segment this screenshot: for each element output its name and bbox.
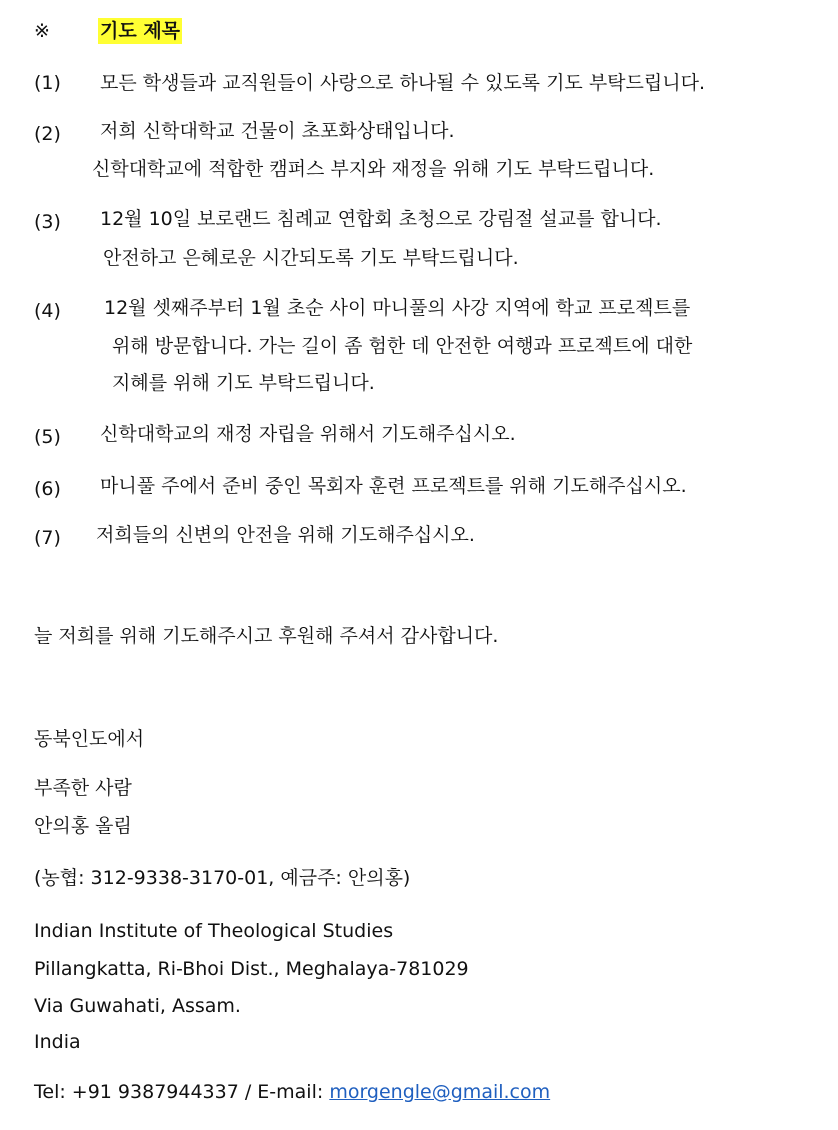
item-text: 지혜를 위해 기도 부탁드립니다. bbox=[112, 372, 375, 394]
address-line: Pillangkatta, Ri-Bhoi Dist., Meghalaya-781029 bbox=[34, 958, 469, 980]
item-number: (4) bbox=[34, 300, 61, 322]
item-text: 안전하고 은혜로운 시간되도록 기도 부탁드립니다. bbox=[103, 247, 519, 269]
item-number: (6) bbox=[34, 478, 61, 500]
email-link[interactable]: morgengle@gmail.com bbox=[329, 1081, 551, 1103]
address-line: India bbox=[34, 1031, 81, 1053]
address-line: Via Guwahati, Assam. bbox=[34, 995, 241, 1017]
item-text: 마니풀 주에서 준비 중인 목회자 훈련 프로젝트를 위해 기도해주십시오. bbox=[100, 475, 687, 497]
item-text: 신학대학교의 재정 자립을 위해서 기도해주십시오. bbox=[100, 423, 516, 445]
item-text: 모든 학생들과 교직원들이 사랑으로 하나될 수 있도록 기도 부탁드립니다. bbox=[100, 72, 705, 94]
page-title: 기도 제목 bbox=[100, 20, 181, 42]
item-number: (3) bbox=[34, 211, 61, 233]
signature-place: 동북인도에서 bbox=[34, 728, 145, 750]
reference-mark: ※ bbox=[34, 20, 50, 42]
item-number: (7) bbox=[34, 527, 61, 549]
signature-humble: 부족한 사람 bbox=[34, 777, 132, 799]
thanks-message: 늘 저희를 위해 기도해주시고 후원해 주셔서 감사합니다. bbox=[34, 625, 499, 647]
item-text: 위해 방문합니다. 가는 길이 좀 험한 데 안전한 여행과 프로젝트에 대한 bbox=[112, 335, 693, 357]
item-number: (1) bbox=[34, 72, 61, 94]
item-number: (5) bbox=[34, 426, 61, 448]
item-number: (2) bbox=[34, 123, 61, 145]
signature-name: 안의홍 올림 bbox=[34, 815, 132, 837]
bank-account: (농협: 312-9338-3170-01, 예금주: 안의홍) bbox=[34, 867, 411, 889]
contact-prefix: Tel: +91 9387944337 / E-mail: bbox=[34, 1081, 330, 1103]
item-text: 저희들의 신변의 안전을 위해 기도해주십시오. bbox=[96, 524, 475, 546]
item-text: 신학대학교에 적합한 캠퍼스 부지와 재정을 위해 기도 부탁드립니다. bbox=[92, 158, 655, 180]
item-text: 저희 신학대학교 건물이 초포화상태입니다. bbox=[100, 120, 455, 142]
item-text: 12월 10일 보로랜드 침례교 연합회 초청으로 강림절 설교를 합니다. bbox=[100, 208, 662, 230]
item-text: 12월 셋째주부터 1월 초순 사이 마니풀의 사강 지역에 학교 프로젝트를 bbox=[104, 297, 691, 319]
address-line: Indian Institute of Theological Studies bbox=[34, 920, 394, 942]
contact-line bbox=[34, 1079, 550, 1105]
